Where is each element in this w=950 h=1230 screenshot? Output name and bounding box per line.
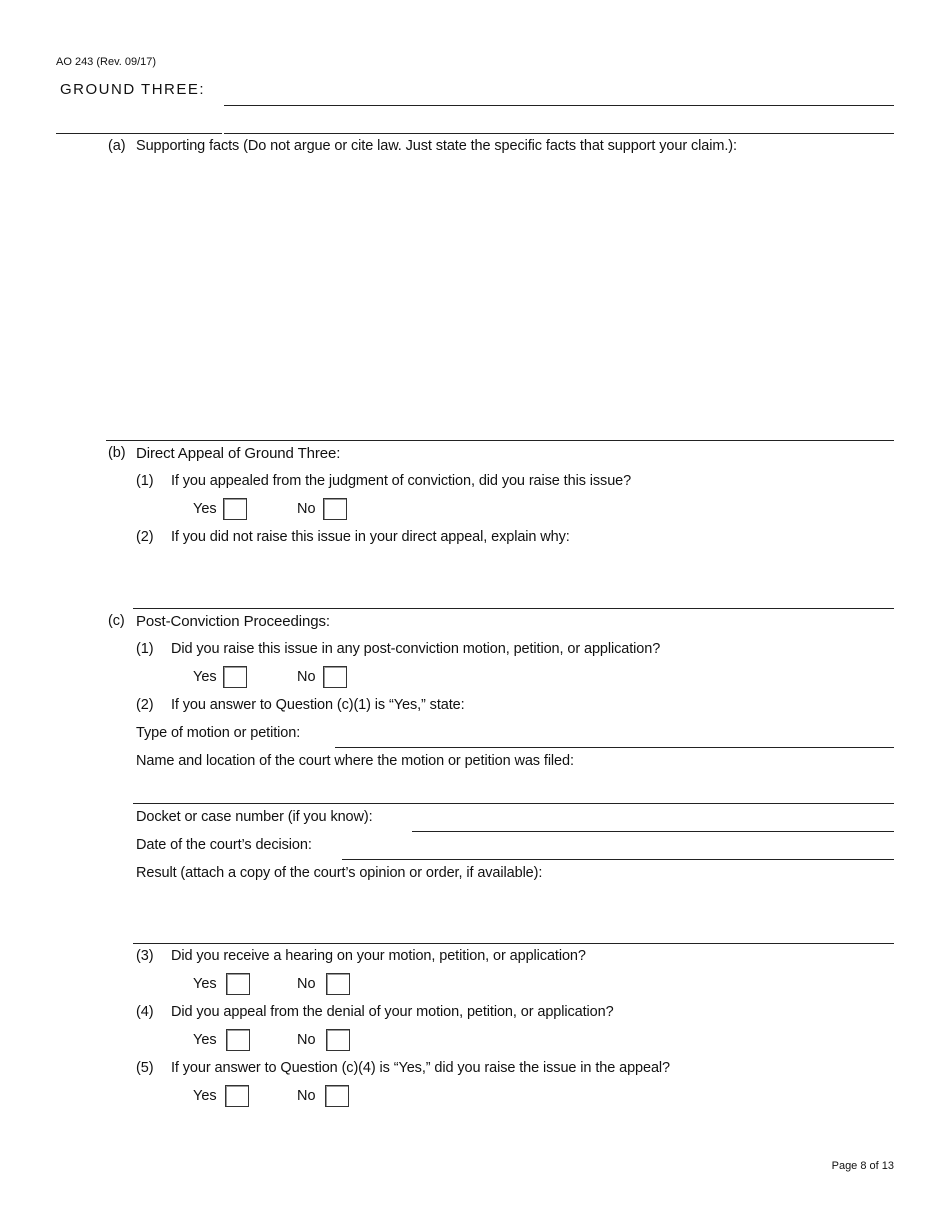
post-conviction-title: Post-Conviction Proceedings: [136,613,330,630]
c-q4-no-label: No [297,1032,316,1048]
c-q4-no-checkbox[interactable] [326,1029,350,1051]
decision-date-label: Date of the court’s decision: [136,837,312,853]
decision-date-line[interactable] [342,859,894,860]
c-q1-no-checkbox[interactable] [323,666,347,688]
b-q1-yes-label: Yes [193,501,217,517]
docket-number-line[interactable] [412,831,894,832]
c-q5-no-label: No [297,1088,316,1104]
court-name-line[interactable] [133,803,894,804]
c-q1-no-label: No [297,669,316,685]
court-name-label: Name and location of the court where the motion or petition was filed: [136,753,574,769]
direct-appeal-title: Direct Appeal of Ground Three: [136,445,341,462]
c-q2-number: (2) [136,697,154,713]
c-q5-text: If your answer to Question (c)(4) is “Yes,” did you raise the issue in the appeal? [171,1060,671,1076]
type-of-motion-line[interactable] [335,747,894,748]
c-q4-yes-checkbox[interactable] [226,1029,250,1051]
supporting-facts-label: Supporting facts (Do not argue or cite law. Just state the specific facts that support your claim.): [136,138,737,154]
c-q5-yes-checkbox[interactable] [225,1085,249,1107]
type-of-motion-label: Type of motion or petition: [136,725,301,741]
ground-three-label: GROUND THREE: [60,81,206,98]
supporting-facts-line [106,440,894,441]
c-q2-text: If you answer to Question (c)(1) is “Yes,” state: [171,697,465,713]
c-q1-yes-label: Yes [193,669,217,685]
ground-three-line-1[interactable] [224,105,894,106]
b-q2-text: If you did not raise this issue in your direct appeal, explain why: [171,529,570,545]
c-q3-number: (3) [136,948,154,964]
ground-three-line-2a [56,133,222,134]
b-q1-text: If you appealed from the judgment of conviction, did you raise this issue? [171,473,632,489]
b-q1-number: (1) [136,473,154,489]
c-q4-text: Did you appeal from the denial of your motion, petition, or application? [171,1004,614,1020]
c-q3-text: Did you receive a hearing on your motion, petition, or application? [171,948,586,964]
c-q1-number: (1) [136,641,154,657]
result-line[interactable] [133,943,894,944]
b-q1-no-label: No [297,501,316,517]
c-q5-no-checkbox[interactable] [325,1085,349,1107]
result-label: Result (attach a copy of the court’s opinion or order, if available): [136,865,543,881]
c-q3-no-checkbox[interactable] [326,973,350,995]
b-q1-no-checkbox[interactable] [323,498,347,520]
page-number: Page 8 of 13 [831,1160,894,1172]
section-a-marker: (a) [108,138,126,154]
c-q1-text: Did you raise this issue in any post-conviction motion, petition, or application? [171,641,661,657]
c-q3-yes-label: Yes [193,976,217,992]
c-q1-yes-checkbox[interactable] [223,666,247,688]
section-b-marker: (b) [108,445,126,461]
c-q4-yes-label: Yes [193,1032,217,1048]
section-c-marker: (c) [108,613,125,629]
b-q2-number: (2) [136,529,154,545]
c-q3-yes-checkbox[interactable] [226,973,250,995]
form-id: AO 243 (Rev. 09/17) [56,56,157,68]
c-q5-number: (5) [136,1060,154,1076]
c-q5-yes-label: Yes [193,1088,217,1104]
c-q3-no-label: No [297,976,316,992]
b-q1-yes-checkbox[interactable] [223,498,247,520]
docket-number-label: Docket or case number (if you know): [136,809,373,825]
supporting-facts-field[interactable] [106,160,894,438]
c-q4-number: (4) [136,1004,154,1020]
b-q2-answer-line[interactable] [133,608,894,609]
ground-three-line-2b[interactable] [224,133,894,134]
